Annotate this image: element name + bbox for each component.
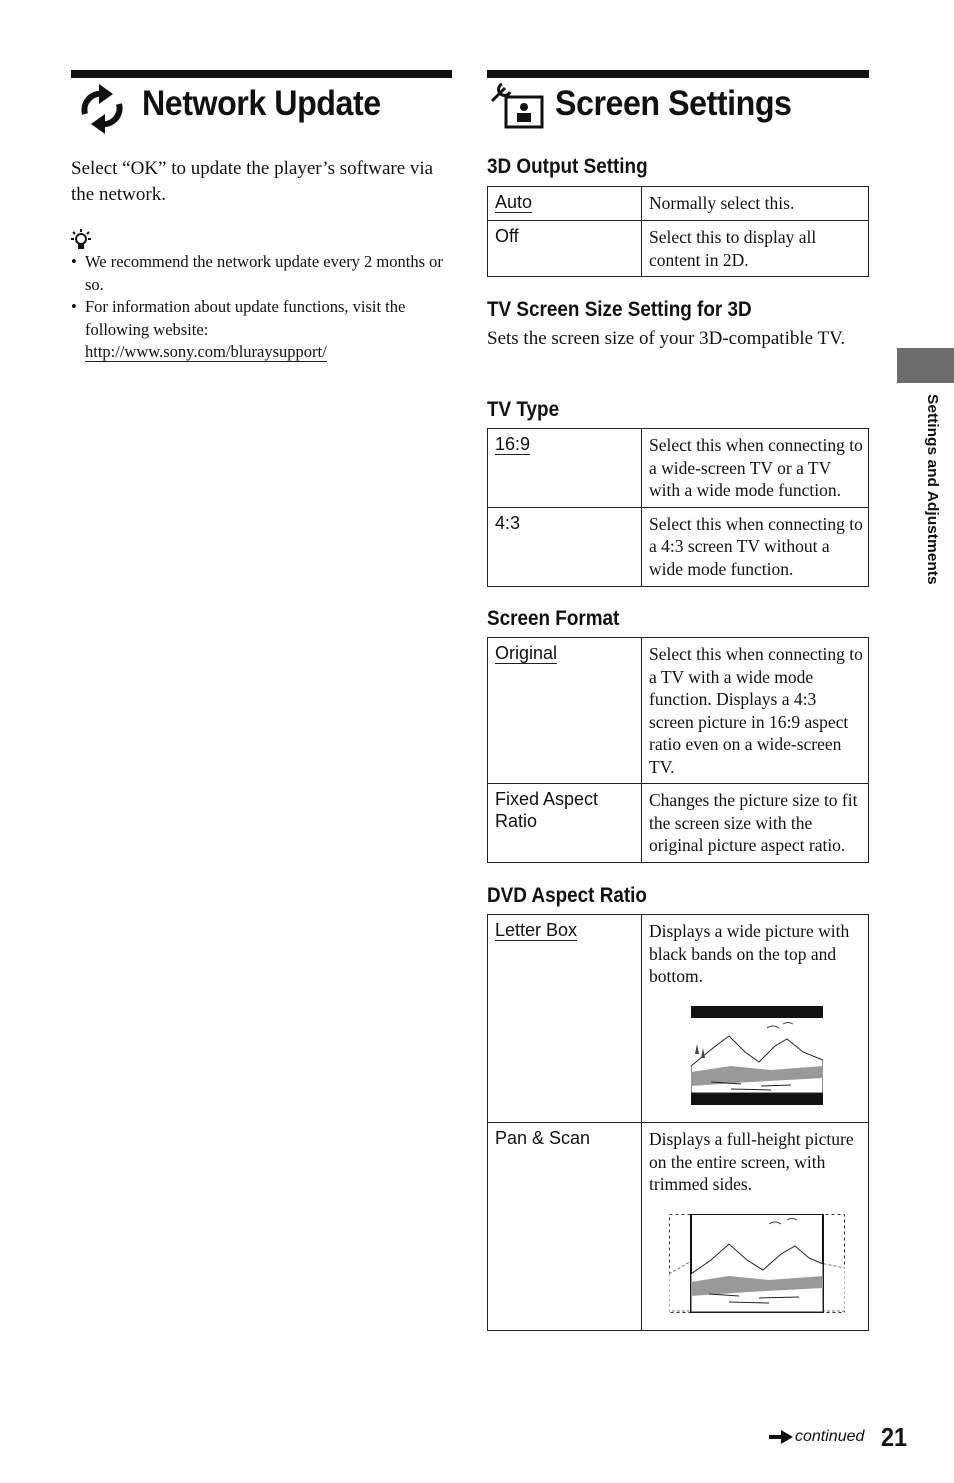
continued-indicator — [769, 1428, 864, 1446]
screen-settings-title: Screen Settings — [555, 84, 792, 123]
option-desc: Displays a wide picture with black bands on the top and bottom. — [642, 915, 869, 1123]
table-row — [488, 784, 869, 863]
hint-item: • We recommend the network update every 2 months or so. — [71, 251, 451, 296]
option-key: 4:3 — [488, 507, 642, 586]
refresh-arrows-icon — [73, 84, 131, 134]
tv-type-table — [487, 428, 869, 587]
hint-item: • For information about update functions, visit the following website: http://www.sony.com/bluraysupport/ — [71, 296, 451, 364]
option-key: Off — [488, 221, 642, 277]
option-key: Fixed Aspect Ratio — [488, 784, 642, 863]
support-url-link[interactable]: http://www.sony.com/bluraysupport/ — [85, 342, 327, 361]
option-desc: Displays a full-height picture on the entire screen, with trimmed sides. — [642, 1123, 869, 1331]
option-desc: Select this to display all content in 2D. — [642, 221, 869, 277]
dvd-aspect-table — [487, 914, 869, 1331]
table-row — [488, 915, 869, 1123]
table-row — [488, 638, 869, 784]
network-update-title: Network Update — [142, 84, 381, 123]
tv-size-3d-text: Sets the screen size of your 3D-compatible TV. — [487, 328, 846, 349]
option-key: 16:9 — [488, 429, 642, 508]
continued-label: continued — [795, 1428, 865, 1445]
output-3d-table — [487, 186, 869, 277]
tv-type-heading: TV Type — [487, 398, 560, 421]
lightbulb-icon — [71, 229, 91, 251]
section-tab-label: Settings and Adjustments — [924, 394, 941, 585]
section-tab — [897, 348, 954, 383]
screen-settings-rule — [487, 70, 869, 78]
table-row — [488, 1123, 869, 1331]
table-row — [488, 429, 869, 508]
option-key: Original — [488, 638, 642, 784]
table-row — [488, 187, 869, 221]
tv-size-3d-heading: TV Screen Size Setting for 3D — [487, 298, 752, 321]
option-key: Letter Box — [488, 915, 642, 1123]
output-3d-heading: 3D Output Setting — [487, 155, 648, 178]
dvd-aspect-heading: DVD Aspect Ratio — [487, 884, 647, 907]
screen-format-heading: Screen Format — [487, 607, 620, 630]
network-update-intro: Select “OK” to update the player’s software via the network. — [71, 158, 434, 205]
arrow-right-icon — [769, 1430, 793, 1444]
option-desc: Select this when connecting to a TV with a wide mode function. Displays a 4:3 screen picture in 16:9 aspect ratio even on a wide-screen TV. — [642, 638, 869, 784]
pan-scan-illustration — [669, 1214, 845, 1313]
table-row — [488, 507, 869, 586]
table-row — [488, 221, 869, 277]
network-update-rule — [71, 70, 452, 78]
option-desc: Normally select this. — [642, 187, 869, 221]
hint-list — [71, 251, 451, 364]
option-desc: Select this when connecting to a wide-screen TV or a TV with a wide mode function. — [642, 429, 869, 508]
option-key: Auto — [488, 187, 642, 221]
option-desc: Changes the picture size to fit the screen size with the original picture aspect ratio. — [642, 784, 869, 863]
letterbox-illustration — [691, 1006, 823, 1105]
screen-format-table — [487, 637, 869, 863]
wrench-screen-icon — [489, 81, 545, 129]
option-desc: Select this when connecting to a 4:3 screen TV without a wide mode function. — [642, 507, 869, 586]
option-key: Pan & Scan — [488, 1123, 642, 1331]
page-number: 21 — [881, 1422, 908, 1452]
